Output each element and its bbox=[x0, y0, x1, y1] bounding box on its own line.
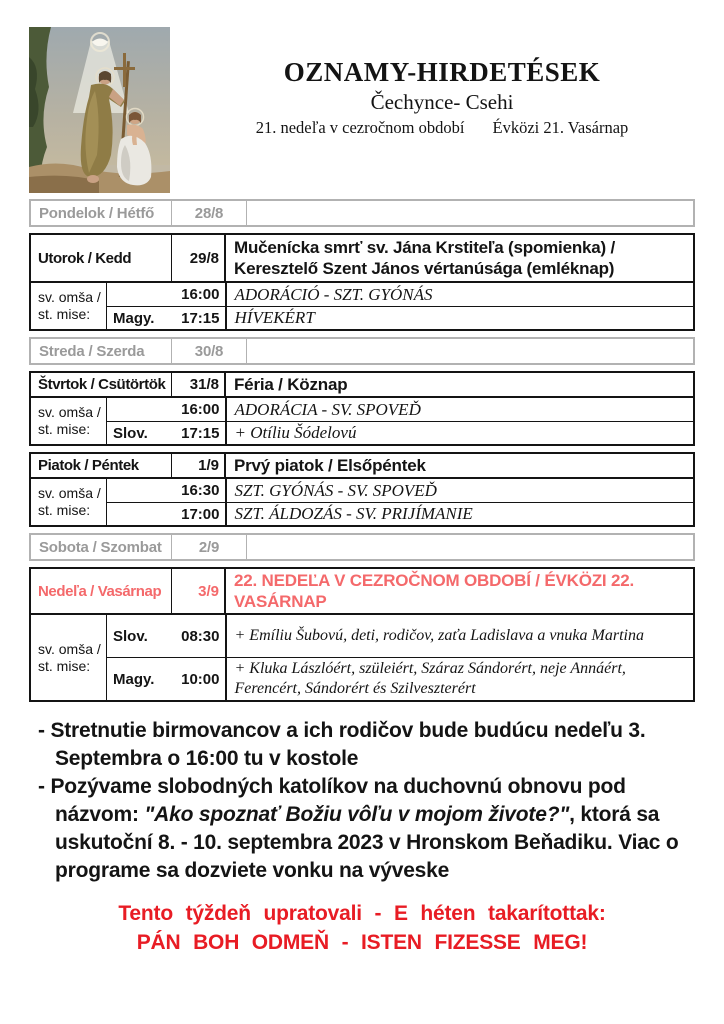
cleaning-line-1: Tento týždeň upratovali - E héten takarítottak: bbox=[118, 902, 606, 925]
feast-title-cell: Mučenícka smrť sv. Jána Krstiteľa (spomienka) / Keresztelő Szent János vértanúsága (emléknap) bbox=[234, 238, 616, 278]
day-cell: Štvrtok / Csütörtök bbox=[31, 373, 172, 396]
intention-cell: + Emíliu Šubovú, deti, rodičov, zaťa Ladislava a vnuka Martina bbox=[234, 627, 644, 644]
mass-label: sv. omša / st. mise: bbox=[31, 615, 107, 700]
title-block bbox=[170, 56, 714, 139]
time-cell: 10:00 bbox=[181, 670, 220, 688]
bullet-dash: - bbox=[38, 719, 45, 742]
day-cell: Nedeľa / Vasárnap bbox=[31, 569, 172, 613]
time-cell: 16:30 bbox=[181, 482, 220, 499]
time-cell: 17:15 bbox=[181, 309, 220, 327]
baptism-of-jesus-image bbox=[29, 27, 170, 193]
day-cell: Pondelok / Hétfő bbox=[31, 201, 172, 225]
time-cell: 16:00 bbox=[181, 286, 220, 303]
language-cell: Slov. bbox=[113, 627, 148, 645]
feast-title-cell: Prvý piatok / Elsőpéntek bbox=[234, 456, 426, 475]
intention-cell: ADORÁCIA - SV. SPOVEĎ bbox=[234, 399, 421, 419]
empty-cell bbox=[247, 339, 693, 363]
day-cell: Piatok / Péntek bbox=[31, 454, 172, 477]
intention-cell: SZT. GYÓNÁS - SV. SPOVEĎ bbox=[234, 480, 437, 500]
mass-label: sv. omša / st. mise: bbox=[31, 479, 107, 525]
block-friday bbox=[29, 452, 695, 527]
mass-label: sv. omša / st. mise: bbox=[31, 398, 107, 444]
day-cell: Streda / Szerda bbox=[31, 339, 172, 363]
cleaning-notice bbox=[0, 899, 724, 957]
intention-cell: + Otíliu Šódelovú bbox=[234, 423, 357, 442]
cleaning-line-2: PÁN BOH ODMEŇ - ISTEN FIZESSE MEG! bbox=[136, 931, 588, 954]
intention-cell: + Kluka Lászlóért, szüleiért, Száraz Sándorért, neje Annáért, Ferencért, Sándorért és Szilveszterért bbox=[234, 660, 626, 697]
date-cell: 29/8 bbox=[172, 235, 226, 281]
announcement-item: - Stretnutie birmovancov a ich rodičov bude budúcu nedeľu 3. Septembra o 16:00 tu v kostole bbox=[38, 719, 646, 770]
day-header-row bbox=[31, 454, 693, 479]
language-cell: Magy. bbox=[113, 670, 155, 688]
block-thursday bbox=[29, 371, 695, 446]
date-cell: 28/8 bbox=[172, 201, 247, 225]
language-cell: Magy. bbox=[113, 309, 155, 327]
mass-area bbox=[31, 615, 693, 700]
mass-row bbox=[107, 502, 693, 525]
day-cell: Utorok / Kedd bbox=[31, 235, 172, 281]
page-subtitle: Čechynce- Csehi bbox=[370, 90, 514, 114]
announcement-item: - Pozývame slobodných katolíkov na duchovnú obnovu pod názvom: "Ako spoznať Božiu vôľu v mojom živote?", ktorá sa uskutoční 8. - 10. septembra 2023 v Hronskom Beňadiku. Viac o programe sa dozviete vonku na výveske bbox=[38, 775, 679, 882]
mass-row bbox=[107, 398, 693, 421]
date-cell: 3/9 bbox=[172, 569, 226, 613]
mass-area bbox=[31, 479, 693, 525]
feast-title-cell: 22. NEDEĽA V CEZROČNOM OBDOBÍ / ÉVKÖZI 22. VASÁRNAP bbox=[234, 571, 634, 611]
row-monday bbox=[29, 199, 695, 227]
empty-cell bbox=[247, 201, 693, 225]
time-cell: 16:00 bbox=[181, 401, 220, 418]
intention-cell: SZT. ÁLDOZÁS - SV. PRIJÍMANIE bbox=[234, 504, 473, 523]
mass-row bbox=[107, 306, 693, 329]
language-cell: Slov. bbox=[113, 424, 148, 442]
weekly-schedule bbox=[29, 199, 695, 702]
announcements-section bbox=[38, 717, 684, 885]
retreat-title-quote: "Ako spoznať Božiu vôľu v mojom živote?" bbox=[144, 803, 570, 826]
block-tuesday bbox=[29, 233, 695, 331]
mass-area bbox=[31, 398, 693, 444]
mass-label: sv. omša / st. mise: bbox=[31, 283, 107, 329]
time-cell: 08:30 bbox=[181, 627, 220, 645]
bullet-dash: - bbox=[38, 775, 45, 798]
page-header bbox=[0, 0, 724, 197]
week-slovak: 21. nedeľa v cezročnom období bbox=[255, 118, 465, 137]
day-cell: Sobota / Szombat bbox=[31, 535, 172, 559]
mass-row bbox=[107, 479, 693, 502]
day-header-row bbox=[31, 235, 693, 283]
row-wednesday bbox=[29, 337, 695, 365]
time-cell: 17:00 bbox=[181, 505, 220, 523]
mass-area bbox=[31, 283, 693, 329]
date-cell: 1/9 bbox=[172, 454, 226, 477]
intention-cell: HÍVEKÉRT bbox=[234, 308, 315, 327]
feast-title-cell: Féria / Köznap bbox=[234, 375, 348, 394]
week-hungarian: Évközi 21. Vasárnap bbox=[492, 118, 629, 137]
empty-cell bbox=[247, 535, 693, 559]
time-cell: 17:15 bbox=[181, 424, 220, 442]
page-title: OZNAMY-HIRDETÉSEK bbox=[283, 57, 601, 87]
date-cell: 31/8 bbox=[172, 373, 226, 396]
day-header-row bbox=[31, 373, 693, 398]
intention-cell: ADORÁCIÓ - SZT. GYÓNÁS bbox=[234, 284, 433, 304]
mass-row bbox=[107, 615, 693, 657]
week-line bbox=[170, 116, 714, 139]
row-saturday bbox=[29, 533, 695, 561]
day-header-row bbox=[31, 569, 693, 615]
date-cell: 30/8 bbox=[172, 339, 247, 363]
mass-row bbox=[107, 657, 693, 700]
block-sunday bbox=[29, 567, 695, 702]
mass-row bbox=[107, 421, 693, 444]
mass-row bbox=[107, 283, 693, 306]
date-cell: 2/9 bbox=[172, 535, 247, 559]
